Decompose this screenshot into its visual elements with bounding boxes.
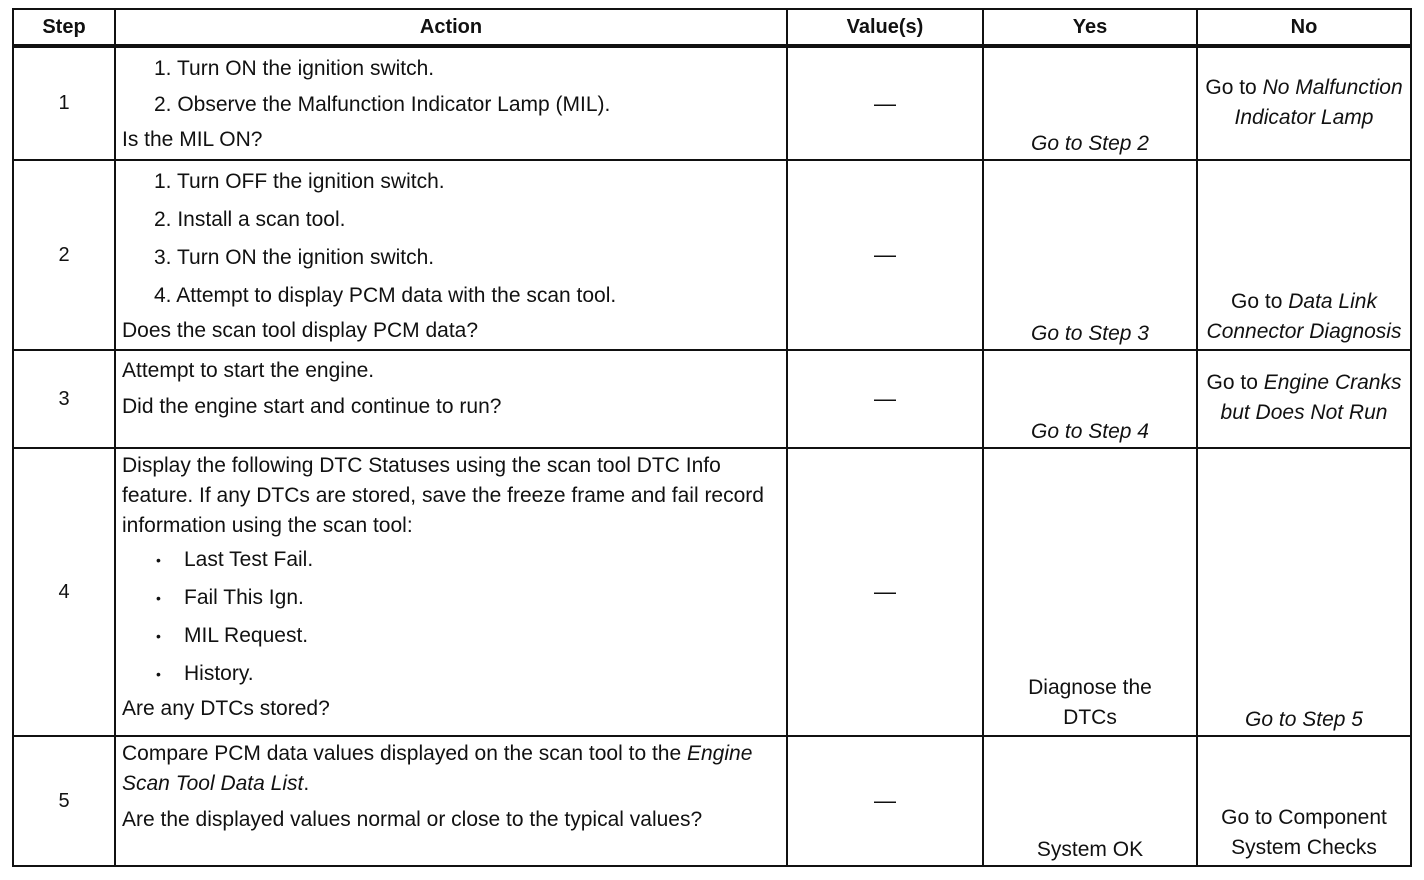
action-item: 3. Turn ON the ignition switch. (154, 246, 435, 269)
header-row (13, 9, 1411, 46)
step-number: 3 (13, 350, 115, 448)
action-intro: Display the following DTC Statuses using the scan tool DTC Info feature. If any DTCs are stored, save the freeze frame and fail record information using the scan tool: (122, 454, 764, 537)
action-item: 1. Turn OFF the ignition switch. (154, 170, 445, 193)
step-number: 1 (13, 46, 115, 160)
no-result (1197, 736, 1411, 866)
action-question: Did the engine start and continue to run? (122, 395, 502, 418)
header-action: Action (115, 9, 787, 46)
yes-result: Go to Step 3 (983, 160, 1197, 350)
bullet-icon: • (156, 590, 161, 607)
value-cell: — (787, 350, 983, 448)
action-intro (122, 739, 780, 799)
bullet-icon: • (156, 628, 161, 645)
step-number: 4 (13, 448, 115, 736)
action-item: 1. Turn ON the ignition switch. (154, 57, 435, 80)
no-result (1197, 160, 1411, 350)
header-no: No (1197, 9, 1411, 46)
action-cell (115, 448, 787, 736)
action-question: Are the displayed values normal or close to the typical values? (122, 808, 703, 831)
bullet-icon: • (156, 552, 161, 569)
bullet-item (122, 579, 780, 617)
bullet-text: MIL Request. (184, 624, 309, 647)
bullet-item (122, 541, 780, 579)
no-link: Engine Cranks but Does Not Run (1220, 371, 1402, 424)
yes-result: System OK (983, 736, 1197, 866)
yes-result (983, 448, 1197, 736)
yes-result: Go to Step 4 (983, 350, 1197, 448)
action-item: 4. Attempt to display PCM data with the scan tool. (154, 284, 617, 307)
table-row (13, 350, 1411, 448)
bullet-text: Last Test Fail. (184, 548, 314, 571)
bullet-item (122, 655, 780, 693)
no-prefix: Go to (1206, 371, 1264, 394)
step-number: 5 (13, 736, 115, 866)
table-row (13, 736, 1411, 866)
action-cell (115, 46, 787, 160)
yes-text: Diagnose the DTCs (1028, 676, 1152, 729)
intro-link: Engine Scan Tool Data List (122, 742, 753, 795)
header-values: Value(s) (787, 9, 983, 46)
intro-suffix: . (303, 772, 310, 795)
value-cell: — (787, 736, 983, 866)
diagnostic-table (12, 8, 1412, 867)
no-result (1197, 350, 1411, 448)
action-question: Are any DTCs stored? (122, 697, 330, 720)
action-question: Is the MIL ON? (122, 128, 263, 151)
value-cell: — (787, 46, 983, 160)
bullet-icon: • (156, 666, 161, 683)
action-intro: Attempt to start the engine. (122, 359, 375, 382)
table-row (13, 160, 1411, 350)
table-row (13, 46, 1411, 160)
value-cell: — (787, 160, 983, 350)
value-cell: — (787, 448, 983, 736)
yes-result: Go to Step 2 (983, 46, 1197, 160)
no-prefix: Go to (1205, 75, 1263, 99)
bullet-text: History. (184, 662, 254, 685)
header-step: Step (13, 9, 115, 46)
no-link: No Malfunction Indicator Lamp (1234, 75, 1403, 129)
no-prefix: Go to (1231, 290, 1289, 313)
intro-prefix: Compare PCM data values displayed on the scan tool to the (122, 742, 687, 765)
action-item: 2. Install a scan tool. (154, 208, 346, 231)
no-text: Go to Component System Checks (1221, 806, 1387, 859)
no-link: Data Link Connector Diagnosis (1206, 290, 1402, 343)
action-item: 2. Observe the Malfunction Indicator Lamp (MIL). (154, 93, 611, 116)
bullet-item (122, 617, 780, 655)
action-question: Does the scan tool display PCM data? (122, 319, 479, 342)
header-yes: Yes (983, 9, 1197, 46)
action-cell (115, 160, 787, 350)
no-result: Go to Step 5 (1197, 448, 1411, 736)
bullet-text: Fail This Ign. (184, 586, 304, 609)
step-number: 2 (13, 160, 115, 350)
action-cell (115, 350, 787, 448)
table-row (13, 448, 1411, 736)
action-cell (115, 736, 787, 866)
no-result (1197, 46, 1411, 160)
